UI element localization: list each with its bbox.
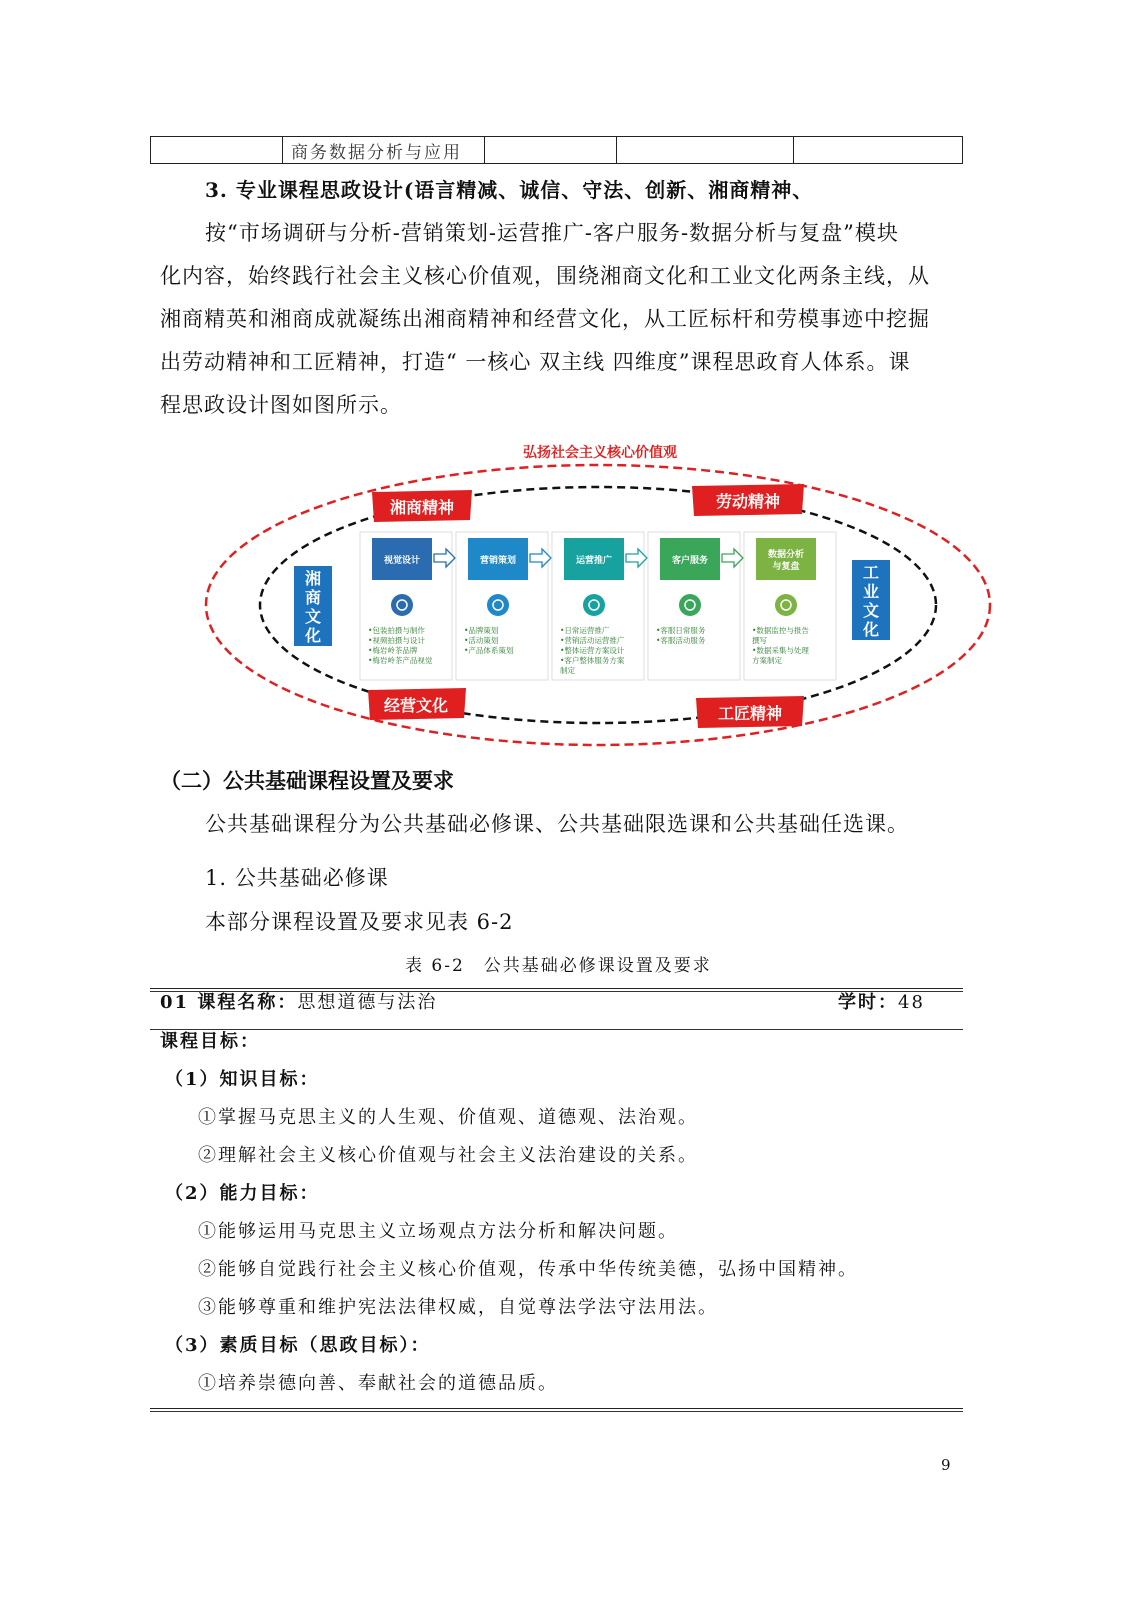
course-name-row: [160, 984, 437, 1022]
module-card: [648, 532, 743, 680]
module-item: •活动策划: [464, 636, 499, 645]
module-item: •整体运营方案设计: [560, 646, 625, 655]
svg-text:经营文化: 经营文化: [383, 696, 449, 715]
tag-xiangshang-spirit: [372, 490, 472, 522]
section2-heading: （二）公共基础课程设置及要求: [160, 769, 454, 793]
module-item: •数据采集与处理: [752, 646, 809, 655]
table-caption: 表 6-2 公共基础必修课设置及要求: [405, 956, 712, 976]
table-cell-course: 商务数据分析与应用: [283, 137, 485, 164]
module-card: [456, 532, 551, 680]
section3-para-line: 程思政设计图如图所示。: [160, 393, 402, 417]
subsection-intro: 本部分课程设置及要求见表 6-2: [205, 910, 514, 934]
section3-para-line: 出劳动精神和工匠精神，打造“ 一核心 双主线 四维度”课程思政育人体系。课: [160, 350, 911, 374]
svg-text:湘商精神: 湘商精神: [389, 498, 455, 517]
bulb-icon: [391, 594, 413, 616]
ability-item: ③能够尊重和维护宪法法律权威，自觉尊法学法守法用法。: [198, 1297, 718, 1318]
ability-label: （2）能力目标：: [165, 1183, 320, 1204]
module-item: •客服日常服务: [656, 626, 706, 635]
page-number: 9: [941, 1456, 951, 1474]
tag-labor-spirit: [692, 484, 804, 516]
quality-item: ①培养崇德向善、奉献社会的道德品质。: [198, 1373, 558, 1394]
module-item: •产品体系策划: [464, 646, 514, 655]
module-item: 方案制定: [752, 656, 782, 665]
section3-para-line: 化内容，始终践行社会主义核心价值观，围绕湘商文化和工业文化两条主线，从: [160, 264, 930, 288]
knowledge-label: （1）知识目标：: [165, 1069, 320, 1090]
ability-item: ①能够运用马克思主义立场观点方法分析和解决问题。: [198, 1221, 678, 1242]
table-cell: [794, 137, 963, 164]
module-title: 视觉设计: [383, 556, 421, 566]
module-item: •数据监控与报告: [752, 626, 809, 635]
module-item: •视频拍摄与设计: [368, 636, 425, 645]
section3-para-line: 湘商精英和湘商成就凝练出湘商精神和经营文化，从工匠标杆和劳模事迹中挖掘: [160, 307, 930, 331]
svg-text:劳动精神: 劳动精神: [715, 492, 781, 511]
course-name-label: 01 课程名称：: [160, 992, 298, 1013]
knowledge-item: ②理解社会主义核心价值观与社会主义法治建设的关系。: [198, 1145, 698, 1166]
svg-text:湘商文化: 湘商文化: [304, 569, 322, 645]
module-title: 营销策划: [479, 556, 517, 566]
quality-label: （3）素质目标（思政目标）：: [165, 1335, 431, 1356]
table-row-rule: [150, 1029, 963, 1030]
right-side-label: [852, 560, 890, 640]
course-hours-label: 学时：: [838, 992, 898, 1013]
table-cell: [151, 137, 283, 164]
chart-icon: [775, 594, 797, 616]
module-item: •日常运营推广: [560, 626, 610, 635]
table-bottom-rule: [150, 1408, 963, 1409]
module-title: 客户服务: [671, 556, 709, 566]
module-card: [360, 532, 455, 680]
course-hours-value: 48: [898, 992, 925, 1013]
module-title: 运营推广: [575, 556, 613, 566]
module-item: 撰写: [752, 636, 767, 645]
ideology-design-diagram: [200, 440, 1000, 755]
headset-icon: [679, 594, 701, 616]
goals-label: 课程目标：: [160, 1031, 260, 1052]
module-item: •营销活动运营推广: [560, 636, 625, 645]
gear-icon: [487, 594, 509, 616]
outer-ring-label: 弘扬社会主义核心价值观: [523, 445, 677, 461]
module-item: •品牌策划: [464, 626, 499, 635]
screen-icon: [583, 594, 605, 616]
tag-business-culture: [368, 688, 466, 720]
section3-heading: 3. 专业课程思政设计(语言精减、诚信、守法、创新、湘商精神、: [205, 178, 814, 202]
course-hours: [838, 984, 925, 1022]
table-cell: [485, 137, 617, 164]
module-item: 制定: [560, 666, 575, 675]
module-item: •客服活动服务: [656, 636, 706, 645]
module-item: •梅岩岭茶品牌: [368, 646, 418, 655]
table-bottom-rule-inner: [150, 1411, 963, 1412]
module-card: [552, 532, 647, 680]
top-course-table: [150, 136, 963, 164]
subsection-heading: 1. 公共基础必修课: [205, 866, 389, 890]
module-card: [744, 532, 836, 680]
module-item: •包装拍摄与制作: [368, 626, 425, 635]
section3-para-line: 按“市场调研与分析-营销策划-运营推广-客户服务-数据分析与复盘”模块: [205, 221, 899, 245]
svg-text:工匠精神: 工匠精神: [717, 704, 783, 723]
course-name-value: 思想道德与法治: [297, 992, 438, 1013]
left-side-label: [294, 566, 332, 646]
module-title: 与复盘: [772, 562, 800, 572]
table-cell: [617, 137, 794, 164]
module-item: •梅岩岭茶产品视觉: [368, 656, 433, 665]
knowledge-item: ①掌握马克思主义的人生观、价值观、道德观、法治观。: [198, 1107, 698, 1128]
svg-text:工业文化: 工业文化: [862, 563, 880, 639]
module-item: •客户整体服务方案: [560, 656, 625, 665]
module-group: [360, 532, 836, 680]
ability-item: ②能够自觉践行社会主义核心价值观，传承中华传统美德，弘扬中国精神。: [198, 1259, 858, 1280]
tag-craftsman-spirit: [696, 696, 804, 728]
module-title: 数据分析: [767, 550, 805, 560]
section2-intro: 公共基础课程分为公共基础必修课、公共基础限选课和公共基础任选课。: [205, 812, 909, 836]
